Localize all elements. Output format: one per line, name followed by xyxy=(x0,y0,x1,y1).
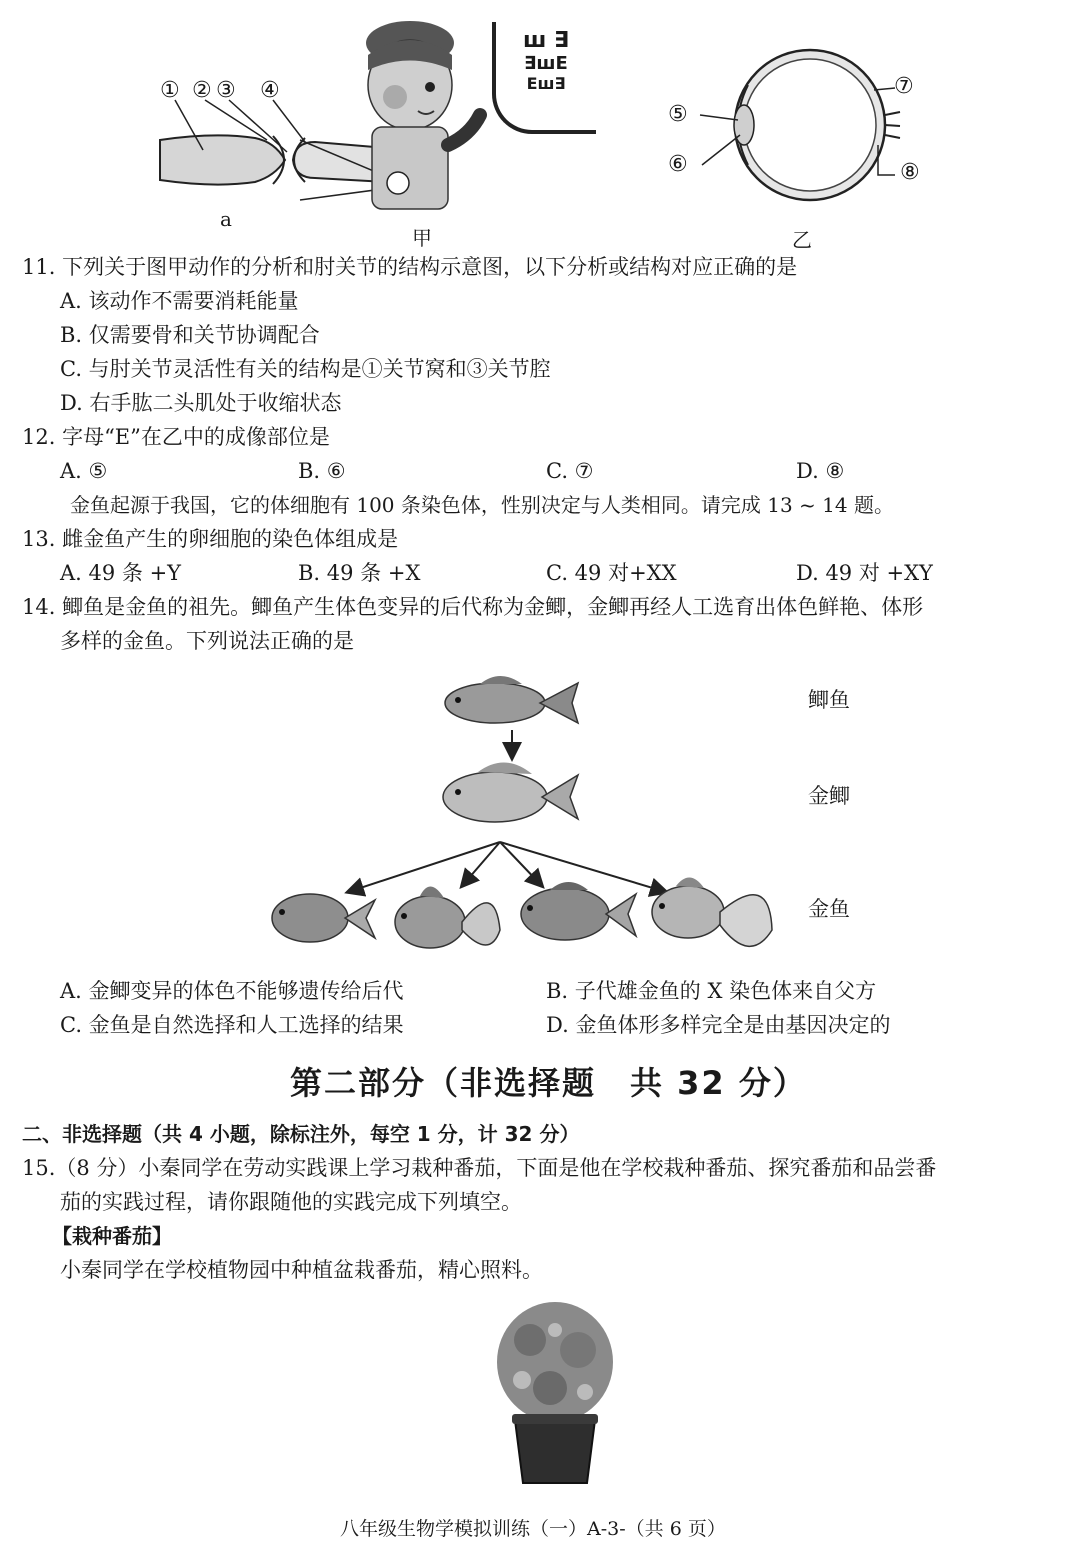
page-footer: 八年级生物学模拟训练（一）A-3-（共 6 页） xyxy=(340,1518,726,1540)
eye-label-5: ⑤ xyxy=(668,102,688,127)
q13-option-d: D. 49 对 +XY xyxy=(796,561,933,585)
q12-option-d: D. ⑧ xyxy=(796,459,845,483)
intro-13-14: 金鱼起源于我国，它的体细胞有 100 条染色体，性别决定与人类相同。请完成 13 ~ 14 题。 xyxy=(70,493,894,517)
q12-stem: 12. 字母“E”在乙中的成像部位是 xyxy=(22,425,330,449)
joint-label-3: ③ xyxy=(216,78,236,103)
fig-yi-label: 乙 xyxy=(792,228,812,252)
q12-option-b: B. ⑥ xyxy=(298,459,346,483)
q14-option-c: C. 金鱼是自然选择和人工选择的结果 xyxy=(60,1013,404,1037)
fish-label-golden-crucian: 金鲫 xyxy=(808,784,850,808)
eye-chart-row: Eш∃ xyxy=(526,74,566,93)
joint-sublabel: a xyxy=(220,207,232,231)
q15-text: 小秦同学在学校植物园中种植盆栽番茄，精心照料。 xyxy=(60,1258,543,1282)
golden-crucian-fish xyxy=(443,762,578,822)
eye-chart-row: ш ∃ xyxy=(522,28,570,53)
q14-option-b: B. 子代雄金鱼的 X 染色体来自父方 xyxy=(546,979,877,1003)
q15-subheading: 【栽种番茄】 xyxy=(52,1224,172,1248)
fish-label-crucian-carp: 鲫鱼 xyxy=(808,688,850,712)
q12-option-a: A. ⑤ xyxy=(60,459,108,483)
goldfish-2 xyxy=(395,886,500,948)
q14-option-d: D. 金鱼体形多样完全是由基因决定的 xyxy=(546,1013,891,1037)
section2-header: 二、非选择题（共 4 小题，除标注外，每空 1 分，计 32 分） xyxy=(22,1122,580,1146)
q13-option-a: A. 49 条 +Y xyxy=(60,561,182,585)
q11-option-a: A. 该动作不需要消耗能量 xyxy=(60,289,299,313)
eye-chart-row: ∃шE xyxy=(524,53,568,74)
q12-option-c: C. ⑦ xyxy=(546,459,594,483)
fish-label-goldfish: 金鱼 xyxy=(808,897,850,921)
joint-label-1: ① xyxy=(160,78,180,103)
q13-stem: 13. 雌金鱼产生的卵细胞的染色体组成是 xyxy=(22,527,399,551)
joint-label-2: ② xyxy=(192,78,212,103)
q14-stem-line2: 多样的金鱼。下列说法正确的是 xyxy=(60,629,354,653)
q13-option-c: C. 49 对+XX xyxy=(546,561,677,585)
part2-title: 第二部分（非选择题 共 32 分） xyxy=(290,1064,807,1102)
eye-label-8: ⑧ xyxy=(900,160,920,185)
q11-option-b: B. 仅需要骨和关节协调配合 xyxy=(60,323,320,347)
crucian-carp-fish xyxy=(445,676,578,723)
goldfish-3 xyxy=(521,882,636,940)
q11-stem: 11. 下列关于图甲动作的分析和肘关节的结构示意图，以下分析或结构对应正确的是 xyxy=(22,255,798,279)
q11-option-c: C. 与肘关节灵活性有关的结构是①关节窝和③关节腔 xyxy=(60,357,551,381)
q11-option-d: D. 右手肱二头肌处于收缩状态 xyxy=(60,391,342,415)
q15-line1: 15.（8 分）小秦同学在劳动实践课上学习栽种番茄，下面是他在学校栽种番茄、探究番茄和品尝番 xyxy=(22,1156,937,1180)
fig-jia-label: 甲 xyxy=(412,226,432,250)
q15-line2: 茄的实践过程，请你跟随他的实践完成下列填空。 xyxy=(60,1190,522,1214)
q14-stem-line1: 14. 鲫鱼是金鱼的祖先。鲫鱼产生体色变异的后代称为金鲫，金鲫再经人工选育出体色鲜艳、体形 xyxy=(22,595,924,619)
eye-label-7: ⑦ xyxy=(894,74,914,99)
joint-label-4: ④ xyxy=(260,78,280,103)
tomato-plant-illustration xyxy=(490,1300,630,1490)
goldfish-4 xyxy=(652,877,772,946)
goldfish-1 xyxy=(272,894,375,942)
q13-option-b: B. 49 条 +X xyxy=(298,561,421,585)
eye-label-6: ⑥ xyxy=(668,152,688,177)
q14-option-a: A. 金鲫变异的体色不能够遗传给后代 xyxy=(60,979,404,1003)
